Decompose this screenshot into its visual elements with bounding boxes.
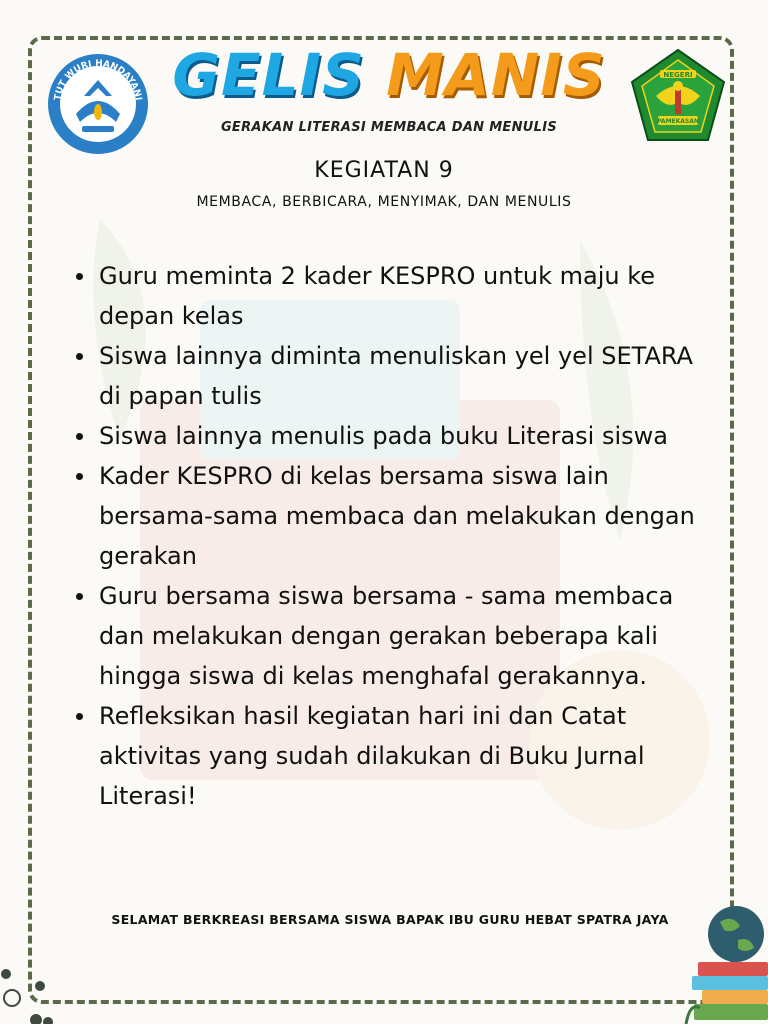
tut-wuri-handayani-logo-icon <box>46 52 150 156</box>
decorative-dots-icon <box>0 968 60 1024</box>
steps-list <box>72 256 722 816</box>
list-item: Kader KESPRO di kelas bersama siswa lain bersama-sama membaca dan melakukan dengan gerakan <box>72 456 722 576</box>
list-item: Guru bersama siswa bersama - sama membaca dan melakukan dengan gerakan beberapa kali hingga siswa di kelas menghafal gerakannya. <box>72 576 722 696</box>
footer-text: SELAMAT BERKREASI BERSAMA SISWA BAPAK IBU GURU HEBAT SPATRA JAYA <box>111 912 669 927</box>
page-subtitle: GERAKAN LITERASI MEMBACA DAN MENULIS <box>220 120 558 135</box>
activity-title: KEGIATAN 9 <box>314 158 454 183</box>
list-item: Refleksikan hasil kegiatan hari ini dan Catat aktivitas yang sudah dilakukan di Buku Jurnal Literasi! <box>72 696 722 816</box>
list-item: Siswa lainnya menulis pada buku Literasi siswa <box>72 416 722 456</box>
page-title <box>150 40 628 110</box>
books-globe-icon <box>676 904 768 1024</box>
title-part-1: GELIS <box>172 41 365 109</box>
title-part-2: MANIS <box>386 41 606 109</box>
list-item: Guru meminta 2 kader KESPRO untuk maju ke depan kelas <box>72 256 722 336</box>
activity-subtitle: MEMBACA, BERBICARA, MENYIMAK, DAN MENULIS <box>196 194 572 210</box>
list-item: Siswa lainnya diminta menuliskan yel yel SETARA di papan tulis <box>72 336 722 416</box>
logo-left-text: TUT WURI HANDAYANI <box>53 58 143 102</box>
logo-right-bottom-text: PAMEKASAN <box>657 118 699 125</box>
school-emblem-icon <box>628 46 728 146</box>
logo-right-top-text: NEGERI <box>663 71 693 79</box>
